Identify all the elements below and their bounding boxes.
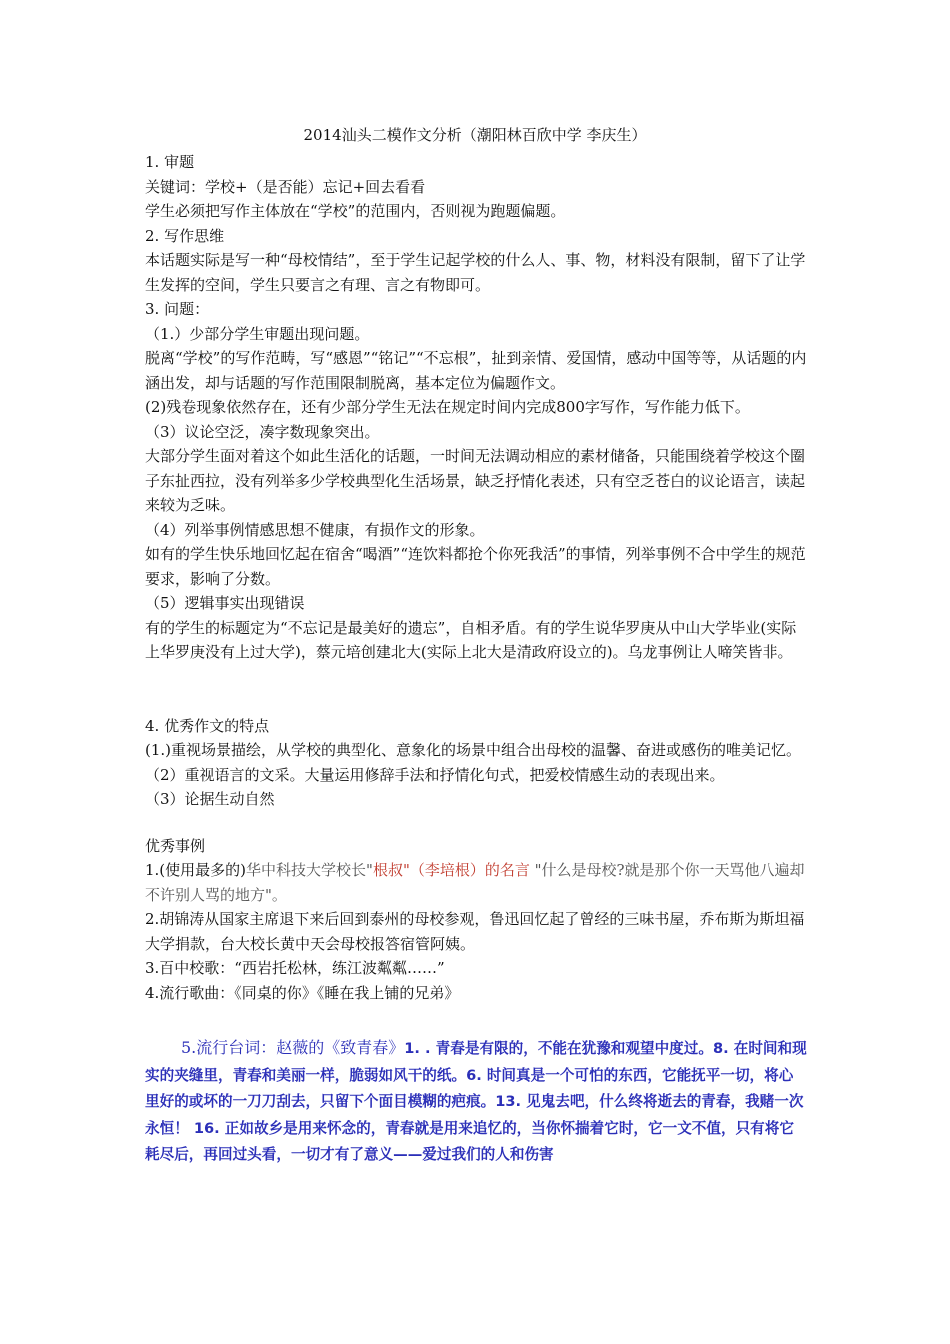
excellent-point-2: （2）重视语言的文采。大量运用修辞手法和抒情化句式，把爱校情感生动的表现出来。 [145, 765, 725, 784]
example-1-quote: "什么是母校?就是那个你一天骂他八遍却不许别人骂的地方"。 [145, 861, 805, 904]
problem-1-text: 脱离“学校”的写作范畴，写“感恩”“铭记”“不忘根”，扯到亲情、爱国情，感动中国等等，从话题的内涵出发，却与话题的写作范围限制脱离，基本定位为偏题作文。 [145, 349, 807, 392]
example-5-quotes: 1. . 青春是有限的，不能在犹豫和观望中度过。8. 在时间和现实的夹缝里，青春和美丽一样，脆弱如风干的纸。6. 时间真是一个可怕的东西，它能抚平一切，将心里好的或坏的一刀刀刮去，只留下个面目模糊的疤痕。13. 见鬼去吧，什么终将逝去的青春，我赌一次永恒！ 16. 正如故乡是用来怀念的，青春就是用来追忆的，当你怀揣着它时，它一文不值，只有将它耗尽后，再回过头看，一切才有了意义——爱过我们的人和伤害 [145, 1040, 807, 1163]
review-note: 学生必须把写作主体放在“学校”的范围内，否则视为跑题偏题。 [145, 202, 566, 220]
excellent-point-3: （3）论据生动自然 [145, 790, 275, 808]
example-5-lead: 5.流行台词：赵薇的《致青春》 [181, 1038, 405, 1057]
problem-3-title: （3）议论空泛，凑字数现象突出。 [145, 422, 380, 441]
problem-4-title: （4）列举事例情感思想不健康，有损作文的形象。 [145, 520, 485, 539]
section-heading-problems: 3. 问题： [145, 300, 210, 318]
document-title: 2014汕头二模作文分析（潮阳林百欣中学 李庆生） [303, 126, 647, 144]
example-1-highlight: 根叔"（李培根）的名言 [372, 861, 530, 879]
problem-5-text: 有的学生的标题定为“不忘记是最美好的遗忘”，自相矛盾。有的学生说华罗庚从中山大学毕业(实际上华罗庚没有上过大学)，蔡元培创建北大(实际上北大是清政府设立的)。乌龙事例让人啼笑皆非。 [145, 618, 797, 661]
example-3: 3.百中校歌：“西岩托松林，练江波粼粼……” [145, 959, 445, 977]
problem-5-title: （5）逻辑事实出现错误 [145, 594, 305, 612]
spacer [145, 665, 807, 714]
problem-2: (2)残卷现象依然存在，还有少部分学生无法在规定时间内完成800字写作，写作能力低下。 [145, 398, 750, 416]
examples-heading: 优秀事例 [145, 836, 206, 855]
section-heading-thinking: 2. 写作思维 [145, 226, 225, 245]
example-5 [145, 1035, 807, 1169]
problem-3-text: 大部分学生面对着这个如此生活化的话题，一时间无法调动相应的素材储备，只能围绕着学校这个圈子东扯西拉，没有列举多少学校典型化生活场景，缺乏抒情化表述，只有空乏苍白的议论语言，读起来较为乏味。 [145, 447, 806, 514]
excellent-point-1: (1.)重视场景描绘，从学校的典型化、意象化的场景中组合出母校的温馨、奋进或感伤的唯美记忆。 [145, 741, 802, 759]
problem-4-text: 如有的学生快乐地回忆起在宿舍“喝酒”“连饮料都抢个你死我活”的事情，列举事例不合中学生的规范要求，影响了分数。 [145, 545, 806, 588]
section-heading-review: 1. 审题 [145, 153, 195, 171]
thinking-text: 本话题实际是写一种“母校情结”，至于学生记起学校的什么人、事、物，材料没有限制，留下了让学生发挥的空间，学生只要言之有理、言之有物即可。 [145, 251, 806, 294]
example-4: 4.流行歌曲：《同桌的你》《睡在我上铺的兄弟》 [145, 983, 460, 1002]
section-heading-excellent: 4. 优秀作文的特点 [145, 716, 270, 735]
document-body [145, 150, 807, 1169]
example-1-prefix: 1.(使用最多的) [145, 861, 247, 879]
example-2: 2.胡锦涛从国家主席退下来后回到泰州的母校参观，鲁迅回忆起了曾经的三味书屋，乔布斯为斯坦福大学捐款，台大校长黄中天会母校报答宿管阿姨。 [145, 910, 805, 953]
example-1-person: 华中科技大学校长" [246, 861, 373, 879]
spacer [145, 812, 807, 834]
example-1 [145, 858, 807, 907]
keywords-line: 关键词：学校+（是否能）忘记+回去看看 [145, 177, 426, 196]
problem-1-title: （1.）少部分学生审题出现问题。 [145, 324, 370, 343]
